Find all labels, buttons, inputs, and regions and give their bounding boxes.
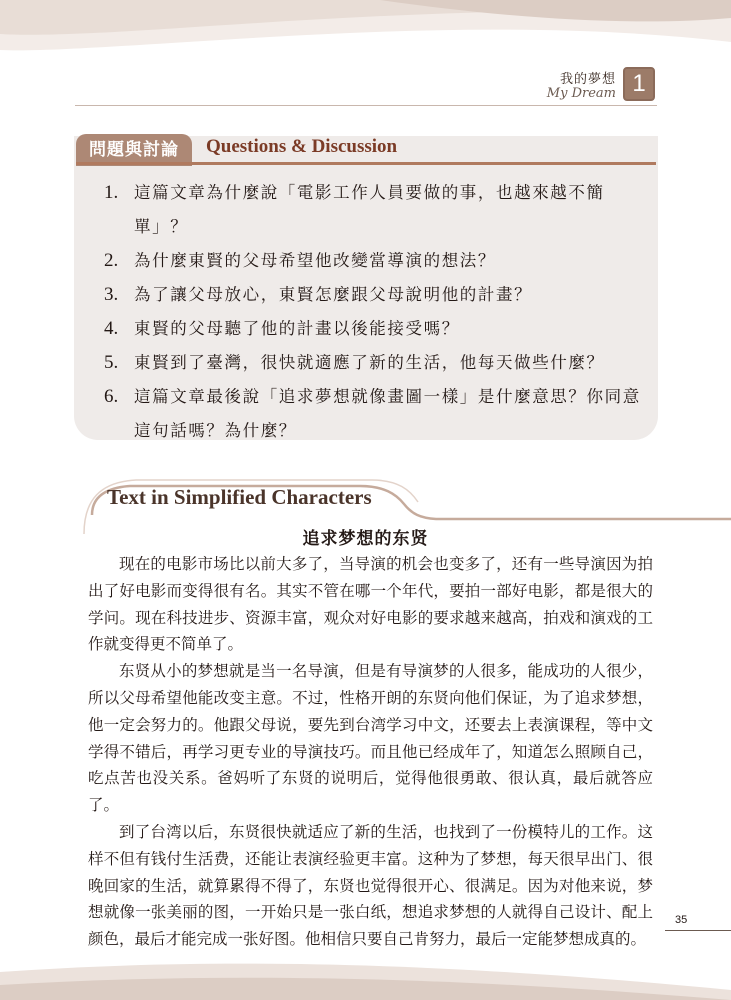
question-item <box>104 244 644 278</box>
header-divider <box>75 105 657 106</box>
question-number: 2. <box>104 250 119 271</box>
question-number: 6. <box>104 386 119 407</box>
article-paragraph: 东贤从小的梦想就是当一名导演，但是有导演梦的人很多，能成功的人很少，所以父母希望他能改变主意。不过，性格开朗的东贤向他们保证，为了追求梦想，他一定会努力的。他跟父母说，要先到台湾学习中文，还要去上表演课程，等中文学得不错后，再学习更专业的导演技巧。而且他已经成年了，知道怎么照顾自己，吃点苦也没关系。爸妈听了东贤的说明后，觉得他很勇敢、很认真，最后就答应了。 <box>88 662 653 815</box>
chapter-badge: 1 <box>623 67 655 101</box>
question-text: 東賢到了臺灣，很快就適應了新的生活，他每天做些什麼？ <box>134 353 605 372</box>
question-item <box>104 176 644 244</box>
question-text: 這篇文章為什麼說「電影工作人員要做的事，也越來越不簡單」？ <box>134 183 605 236</box>
question-item <box>104 278 644 312</box>
article-paragraph: 现在的电影市场比以前大多了，当导演的机会也变多了，还有一些导演因为拍出了好电影而变得很有名。其实不管在哪一个年代，要拍一部好电影，都是很大的学问。现在科技进步、资源丰富，观众对好电影的要求越来越高，拍戏和演戏的工作就变得更不简单了。 <box>88 555 653 654</box>
question-item <box>104 380 644 448</box>
lesson-title-zh: 我的夢想 <box>559 72 616 87</box>
page-number-rule <box>665 930 731 931</box>
article-body <box>88 551 653 953</box>
questions-list <box>104 176 644 448</box>
question-number: 4. <box>104 318 119 339</box>
simplified-section-title: Text in Simplified Characters <box>107 485 372 509</box>
lesson-title-en: My Dream <box>546 86 616 101</box>
question-item <box>104 346 644 380</box>
question-text: 為什麼東賢的父母希望他改變當導演的想法？ <box>134 251 496 270</box>
question-item <box>104 312 644 346</box>
question-text: 東賢的父母聽了他的計畫以後能接受嗎？ <box>134 319 460 338</box>
question-text: 這篇文章最後說「追求夢想就像畫圖一樣」是什麼意思？你同意這句話嗎？為什麼？ <box>134 387 641 440</box>
question-number: 1. <box>104 182 119 203</box>
article-title: 追求梦想的东贤 <box>302 529 429 549</box>
article-paragraph: 到了台湾以后，东贤很快就适应了新的生活，也找到了一份模特儿的工作。这样不但有钱付生活费，还能让表演经验更丰富。这种为了梦想，每天很早出门、很晚回家的生活，就算累得不得了，东贤也觉得很开心、很满足。因为对他来说，梦想就像一张美丽的图，一开始只是一张白纸，想追求梦想的人就得自己设计、配上颜色，最后才能完成一张好图。他相信只要自己肯努力，最后一定能梦想成真的。 <box>88 822 653 949</box>
question-number: 5. <box>104 352 119 373</box>
questions-tag: 問題與討論 <box>76 134 192 166</box>
question-text: 為了讓父母放心，東賢怎麼跟父母說明他的計畫？ <box>134 285 533 304</box>
questions-divider <box>76 162 656 165</box>
page-number: 35 <box>675 914 688 926</box>
questions-title: Questions & Discussion <box>206 136 398 157</box>
question-number: 3. <box>104 284 119 305</box>
